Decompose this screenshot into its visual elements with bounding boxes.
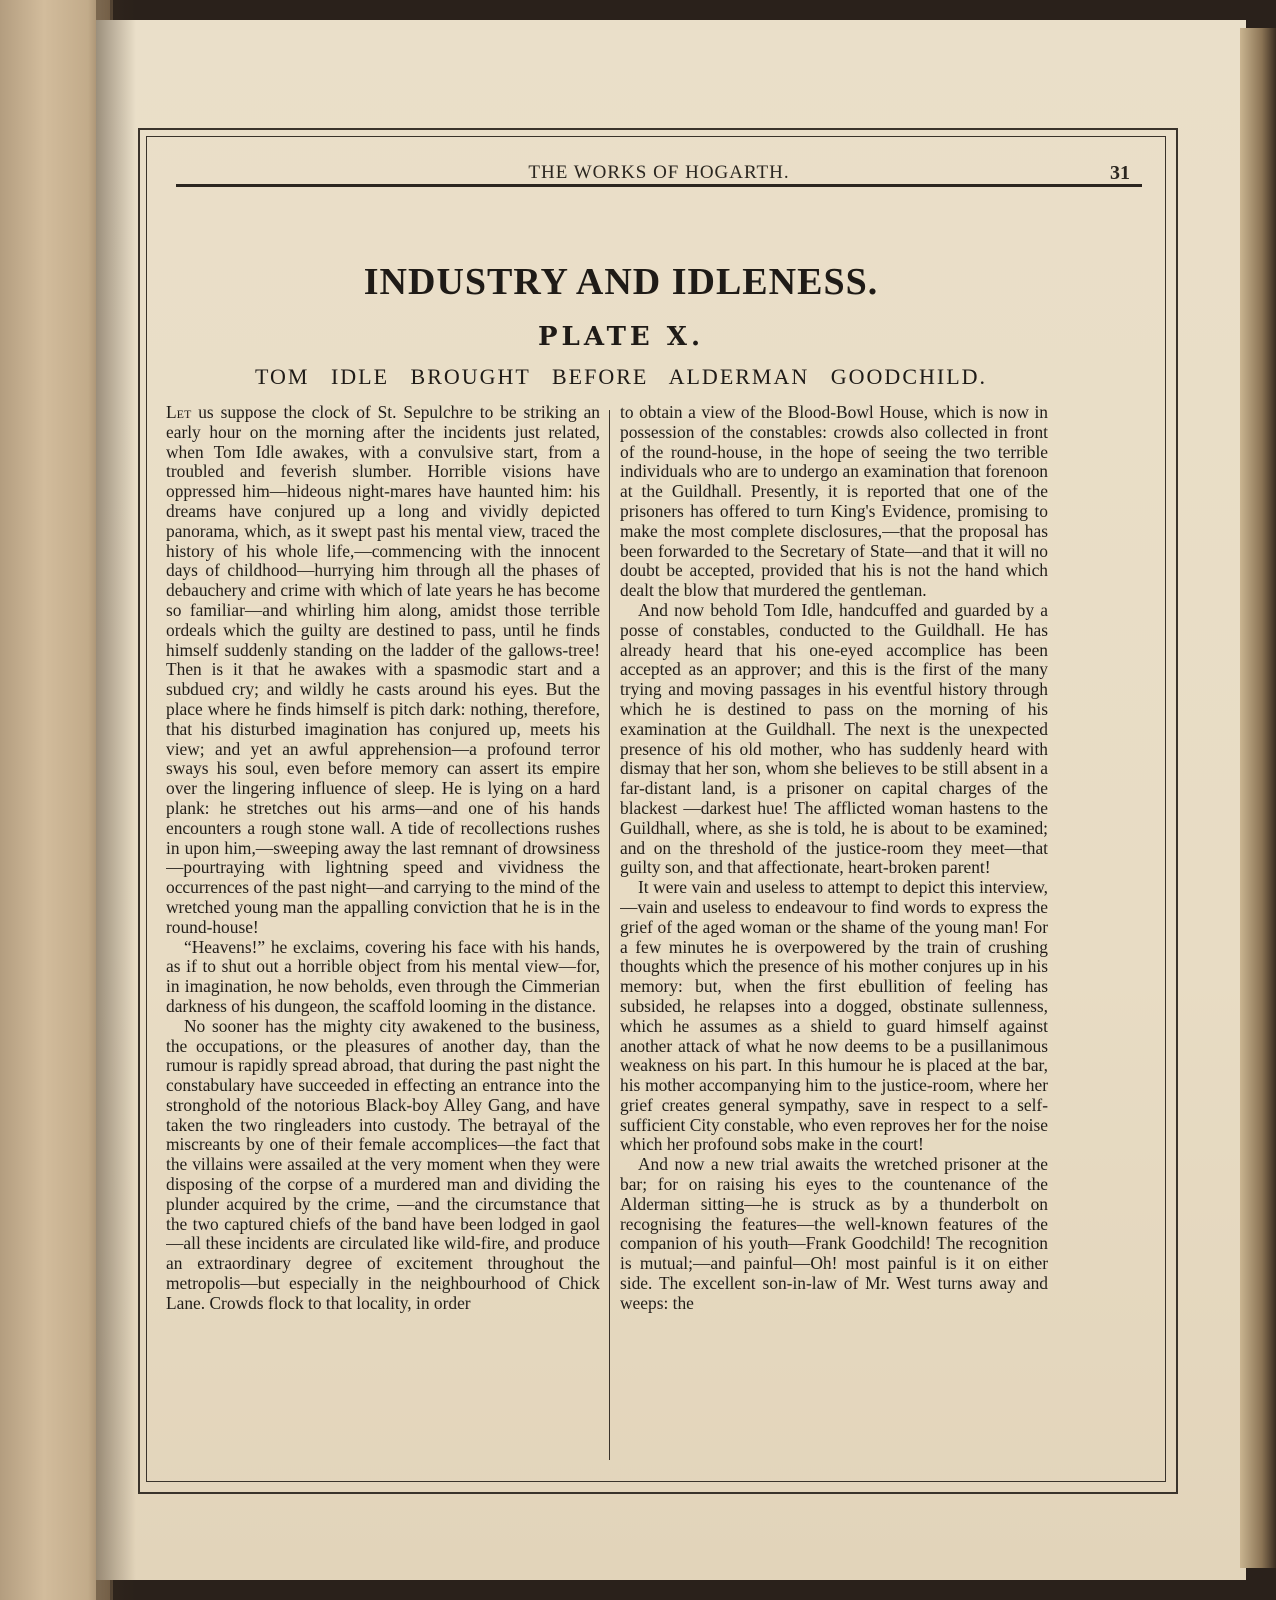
column-divider [609,410,610,1460]
paragraph: “Heavens!” he exclaims, covering his face with his hands, as if to shut out a horrible object from his mental view—for, in imagination, he now beholds, even through the Cimmerian darkness of his dungeon, the scaffold looming in the distance. [166,936,600,1016]
paragraph: And now behold Tom Idle, handcuffed and guarded by a posse of constables, conducted to the Guildhall. He has already heard that his one-eyed accomplice has been accepted as an approver; and this is the first of the many trying and moving passages in his eventful history through which he is destined to pass on the morning of his examination at the Guildhall. The next is the unexpected presence of his old mother, who has suddenly heard with dismay that her son, whom she believes to be still absent in a far-distant land, is a prisoner on capital charges of the blackest —darkest hue! The afflicted woman hastens to the Guildhall, where, as she is told, he is about to be examined; and on the threshold of the justice-room they meet—that guilty son, and that affectionate, heart-broken parent! [620,599,1048,878]
drop-lead-word: Let [166,403,192,422]
paragraph: It were vain and useless to attempt to depict this interview,—vain and useless to endeavour to find words to express the grief of the aged woman or the shame of the young man! For a few minutes he is overpowered by the train of crushing thoughts which the presence of his mother conjures up in his memory: but, when the first ebullition of feeling has subsided, he relapses into a dogged, obstinate sullenness, which he assumes as a shield to guard himself against another attack of what he now deems to be a pusillanimous weakness on his part. In this humour he is placed at the bar, his mother accompanying him to the justice-room, where her grief creates general sympathy, save in respect to a self-sufficient City constable, who even reproves her for the noise which her profound sobs make in the court! [620,877,1048,1155]
running-header [176,140,1142,187]
paragraph: to obtain a view of the Blood-Bowl House, which is now in possession of the constables: crowds also collected in front of the round-house, in the hope of seeing the two terrible individuals who are to undergo an examination that forenoon at the Guildhall. Presently, it is reported that one of the prisoners has offered to turn King's Evidence, promising to make the most complete disclosures,—that the proposal has been forwarded to the Secretary of State—and that it will no doubt be accepted, provided that his is not the hand which dealt the blow that murdered the gentleman. [620,403,1048,601]
running-title: THE WORKS OF HOGARTH. [528,162,790,183]
text-column-left [166,403,600,1463]
page-number: 31 [1110,162,1130,184]
chapter-title: INDUSTRY AND IDLENESS. [363,261,879,303]
plate-title: PLATE X. [537,322,705,352]
paragraph [166,403,600,938]
paragraph: And now a new trial awaits the wretched prisoner at the bar; for on raising his eyes to the countenance of the Alderman sitting—he is struck as by a thunderbolt on recognising the features—the well-known features of the companion of his youth—Frank Goodchild! The recognition is mutual;—and painful—Oh! most painful is it on either side. The excellent son-in-law of Mr. West turns away and weeps: the [620,1154,1048,1313]
page-stack-edge [1240,28,1276,1568]
paragraph-text: us suppose the clock of St. Sepulchre to be striking an early hour on the morning after the incidents just related, when Tom Idle awakes, with a convulsive start, from a troubled and feverish slumber. Horrible visions have oppressed him—hideous night-mares have haunted him: his dreams have conjured up a long and vividly depicted panorama, which, as it swept past his mental view, traced the history of his whole life,—commencing with the innocent days of childhood—hurrying him through all the phases of debauchery and crime with which of late years he has become so familiar—and whirling him along, amidst those terrible ordeals which the guilty are destined to pass, until he finds himself suddenly standing on the ladder of the gallows-tree! Then is it that he awakes with a spasmodic start and a subdued cry; and wildly he casts around his eyes. But the place where he finds himself is pitch dark: nothing, therefore, that his disturbed imagination has conjured up, meets his view; and yet an awful apprehension—a profound terror sways his soul, even before memory can assert its empire over the lingering influence of sleep. He is lying on a hard plank: he stretches out his arms—and one of his hands encounters a rough stone wall. A tide of recollections rushes in upon him,—sweeping away the last remnant of drowsiness—pourtraying with lightning speed and vividness the occurrences of the past night—and carrying to the mind of the wretched young man the appalling conviction that he is in the round-house! [166,403,600,937]
text-column-right [620,403,1048,1463]
plate-subtitle: TOM IDLE BROUGHT BEFORE ALDERMAN GOODCHILD. [254,364,988,389]
paragraph: No sooner has the mighty city awakened to the business, the occupations, or the pleasures of another day, than the rumour is rapidly spread abroad, that during the past night the constabulary have succeeded in effecting an entrance into the stronghold of the notorious Black-boy Alley Gang, and have taken the two ringleaders into custody. The betrayal of the miscreants by one of their female accomplices—the fact that the villains were assailed at the very moment when they were disposing of the corpse of a murdered man and dividing the plunder acquired by the crime, —and the circumstance that the two captured chiefs of the band have been lodged in gaol—all these incidents are circulated like wild-fire, and produce an extraordinary degree of excitement throughout the metropolis—but especially in the neighbourhood of Chick Lane. Crowds flock to that locality, in order [166,1015,600,1313]
